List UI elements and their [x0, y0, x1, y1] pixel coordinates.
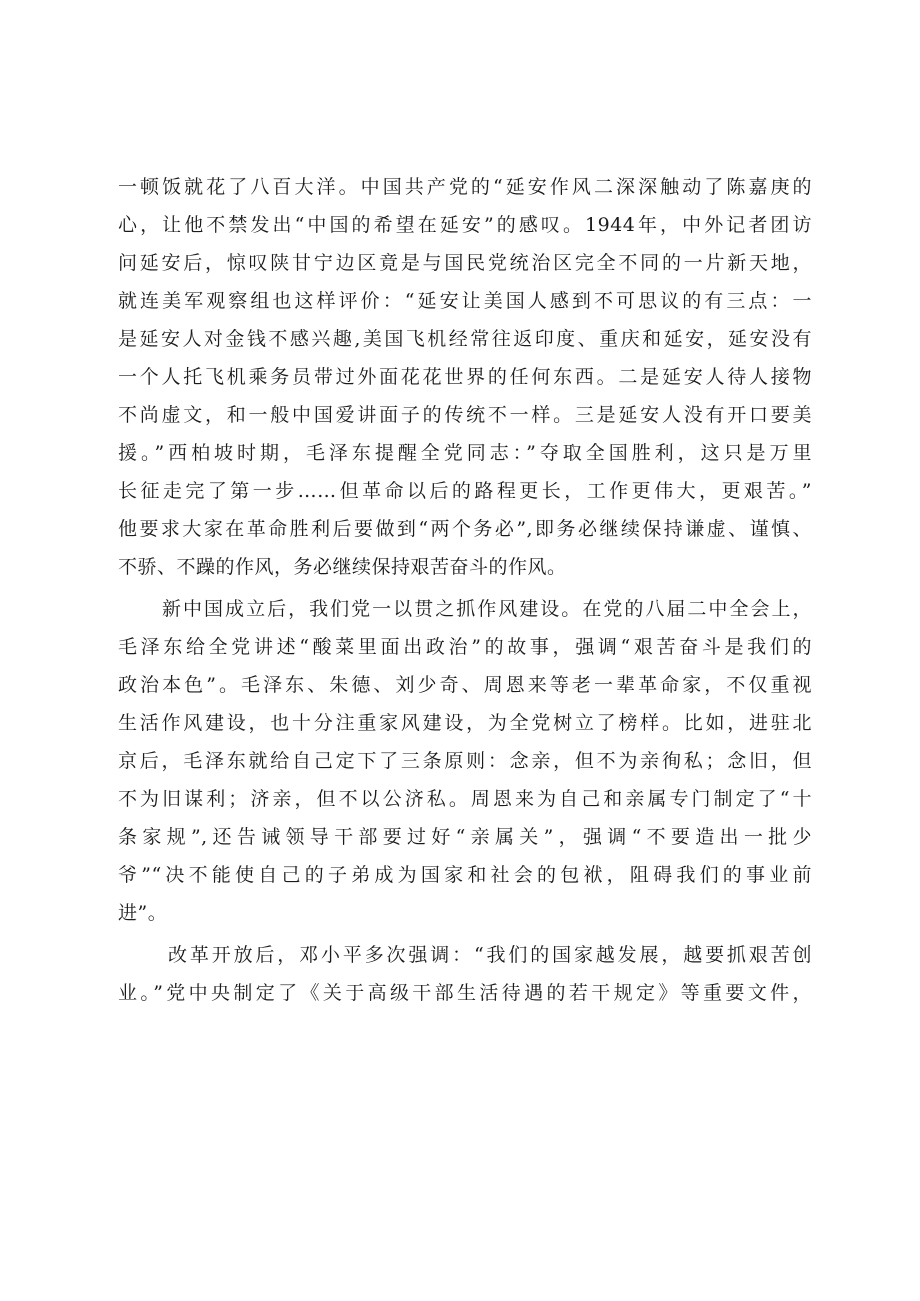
text-line: 爷”“决不能使自己的子弟成为国家和社会的包袱，阻碍我们的事业前 — [118, 864, 812, 886]
text-line: 不骄、不躁的作风，务必继续保持艰苦奋斗的作风。 — [118, 556, 567, 578]
text-line: 京后，毛泽东就给自己定下了三条原则：念亲，但不为亲徇私；念旧，但 — [118, 750, 812, 772]
text-line: 业。”党中央制定了《关于高级干部生活待遇的若干规定》等重要文件， — [118, 982, 812, 1004]
text-line: 援。”西柏坡时期，毛泽东提醒全党同志：”夺取全国胜利，这只是万里 — [118, 442, 812, 464]
text-line: 生活作风建设，也十分注重家风建设，为全党树立了榜样。比如，进驻北 — [118, 712, 812, 734]
paragraph-1 — [118, 168, 812, 586]
text-line: 他要求大家在革命胜利后要做到“两个务必”,即务必继续保持谦虚、谨慎、 — [118, 518, 812, 540]
text-line: 问延安后，惊叹陕甘宁边区竟是与国民党统治区完全不同的一片新天地， — [118, 252, 812, 274]
text-line: 改革开放后，邓小平多次强调：“我们的国家越发展，越要抓艰苦创 — [168, 944, 812, 966]
text-line: 进”。 — [118, 902, 168, 924]
text-line: 不为旧谋利；济亲，但不以公济私。周恩来为自己和亲属专门制定了“十 — [118, 788, 812, 810]
text-line: 心，让他不禁发出“中国的希望在延安”的感叹。1944年，中外记者团访 — [118, 214, 812, 236]
text-line: 一个人托飞机乘务员带过外面花花世界的任何东西。二是延安人待人接物 — [118, 366, 812, 388]
paragraph-3 — [118, 936, 812, 1012]
text-line: 一顿饭就花了八百大洋。中国共产党的“延安作风二深深触动了陈嘉庚的 — [118, 176, 812, 198]
text-line: 新中国成立后，我们党一以贯之抓作风建设。在党的八届二中全会上， — [162, 598, 812, 620]
text-line: 政治本色”。毛泽东、朱德、刘少奇、周恩来等老一辈革命家，不仅重视 — [118, 674, 812, 696]
text-line: 是延安人对金钱不感兴趣,美国飞机经常往返印度、重庆和延安，延安没有 — [118, 328, 812, 350]
text-line: 长征走完了第一步……但革命以后的路程更长，工作更伟大，更艰苦。” — [118, 480, 812, 502]
document-body — [118, 168, 812, 1012]
text-line: 条家规”,还告诫领导干部要过好“亲属关”，强调“不要造出一批少 — [118, 826, 812, 848]
text-line: 不尚虚文，和一般中国爱讲面子的传统不一样。三是延安人没有开口要美 — [118, 404, 812, 426]
text-line: 就连美军观察组也这样评价：“延安让美国人感到不可思议的有三点：一 — [118, 290, 812, 312]
text-line: 毛泽东给全党讲述“酸菜里面出政治”的故事，强调“艰苦奋斗是我们的 — [118, 636, 812, 658]
paragraph-2 — [118, 590, 812, 932]
